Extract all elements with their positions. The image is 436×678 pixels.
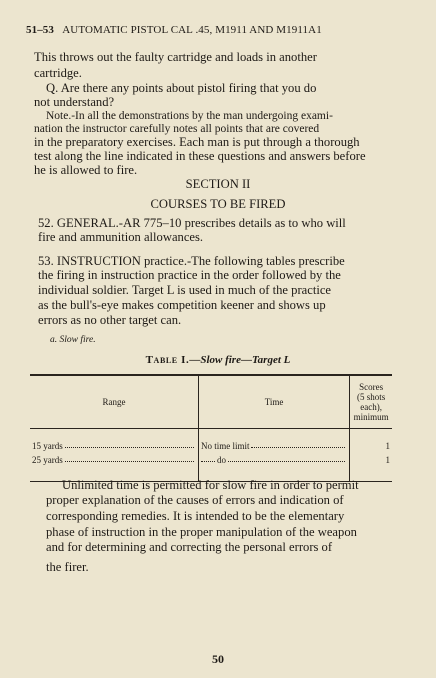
- range-cell: [30, 429, 198, 455]
- range-value: 25 yards: [32, 455, 63, 465]
- table-row: [30, 429, 392, 455]
- body-line: proper explanation of the causes of errors and indication of: [46, 493, 344, 507]
- body-line: This throws out the faulty cartridge and loads in another: [34, 50, 317, 64]
- scores-header-line: (5 shots: [356, 392, 386, 402]
- body-line: he is allowed to fire.: [34, 163, 138, 177]
- body-line: Unlimited time is permitted for slow fire in order to permit: [62, 478, 359, 492]
- note-line: nation the instructor carefully notes all points that are covered: [34, 123, 320, 135]
- column-header-scores: [350, 375, 392, 429]
- leader-dots: [65, 441, 194, 448]
- header-section-number: 51–53: [26, 24, 54, 36]
- body-line: corresponding remedies. It is intended to be the elementary: [46, 509, 345, 523]
- header-title: AUTOMATIC PISTOL CAL .45, M1911 AND M1911A1: [62, 24, 322, 36]
- paragraph-52-line: 52. GENERAL.-AR 775–10 prescribes details as to who will: [38, 216, 346, 230]
- score-value: 1: [385, 455, 390, 465]
- scores-header-line: Scores: [359, 382, 384, 392]
- time-value: do: [216, 455, 226, 465]
- paragraph-53-line: as the bull's-eye makes competition keener and shows up: [38, 298, 326, 312]
- table-caption: —Slow fire—Target L: [189, 354, 291, 366]
- leader-dots: [228, 455, 345, 462]
- body-line: phase of instruction in the proper manipulation of the weapon: [46, 525, 357, 539]
- paragraph-53-line: errors as no other target can.: [38, 313, 182, 327]
- leader-dots: [201, 455, 215, 462]
- section-heading: SECTION II: [185, 177, 251, 191]
- paragraph-52-line: fire and ammunition allowances.: [38, 230, 204, 244]
- leader-dots: [65, 455, 194, 462]
- body-line: test along the line indicated in these questions and answers before: [34, 149, 366, 163]
- table-label: Table I.: [145, 354, 190, 366]
- body-line: the firer.: [46, 560, 89, 574]
- page-number: 50: [212, 652, 224, 666]
- running-header: [26, 24, 322, 36]
- range-value: 15 yards: [32, 441, 63, 451]
- scores-header-line: each),: [360, 402, 382, 412]
- body-line: cartridge.: [34, 66, 82, 80]
- note-line: Note.-In all the demonstrations by the man undergoing exami-: [46, 110, 333, 122]
- scores-header-line: minimum: [353, 412, 389, 422]
- slow-fire-table: [30, 374, 392, 482]
- subparagraph-a: a. Slow fire.: [50, 335, 96, 345]
- paragraph-53-line: 53. INSTRUCTION practice.-The following tables prescribe: [38, 254, 345, 268]
- paragraph-53-line: the firing in instruction practice in the order followed by the: [38, 268, 341, 282]
- leader-dots: [251, 441, 345, 448]
- column-header-range: Range: [30, 375, 198, 429]
- time-cell: [198, 429, 349, 455]
- paragraph-53-line: individual soldier. Target L is used in much of the practice: [38, 283, 332, 297]
- body-line: and for determining and correcting the personal errors of: [46, 540, 333, 554]
- time-value: No time limit: [200, 441, 250, 451]
- score-value: 1: [385, 441, 390, 451]
- question-line: not understand?: [34, 95, 115, 109]
- column-header-time: Time: [198, 375, 349, 429]
- section-subheading: COURSES TO BE FIRED: [150, 197, 286, 211]
- question-line: Q. Are there any points about pistol firing that you do: [46, 81, 317, 95]
- table-title: [0, 354, 436, 366]
- body-line: in the preparatory exercises. Each man is put through a thorough: [34, 135, 360, 149]
